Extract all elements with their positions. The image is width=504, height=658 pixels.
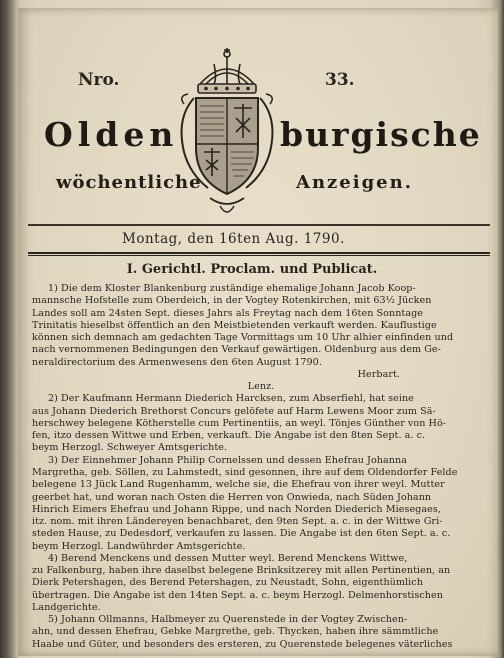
- body-line: aus Johann Diederich Brethorst Concurs gelöfete auf Harm Lewens Moor zum Sä-: [32, 405, 436, 417]
- body-line: können sich demnach am gedachten Tage Vormittags um 10 Uhr alhier einfinden und: [32, 332, 454, 344]
- body-line: 2) Der Kaufmann Hermann Diederich Harcksen, zum Abserfiehl, hat seine: [48, 393, 414, 405]
- body-line: fen, itzo dessen Wittwe und Erben, verkauft. Die Angabe ist den 8ten Sept. a. c.: [32, 430, 426, 442]
- body-line: Herbart.: [357, 368, 400, 380]
- date-rule-thick: [28, 252, 490, 254]
- masthead-subtitle-right: Anzeigen.: [296, 172, 413, 193]
- body-line: Hinrich Eimers Ehefrau und Johann Rippe, und nach Norden Diederich Miesegaes,: [32, 503, 441, 515]
- body-line: itz. nom. mit ihren Ländereyen benachbaret, den 9ten Sept. a. c. in der Wittwe Gri-: [32, 516, 443, 528]
- body-line: Haabe und Güter, und besonders des ersteren, zu Querenstede belegenes väterliches: [32, 638, 453, 650]
- section-title: I. Gerichtl. Proclam. und Publicat.: [126, 262, 378, 277]
- body-line: Dierk Petershagen, des Berend Petershagen, zu Neustadt, Sohn, eigenthümlich: [32, 577, 423, 589]
- masthead-rule: [28, 224, 490, 226]
- body-line: beym Herzogl. Schweyer Amtsgerichte.: [32, 442, 228, 454]
- body-line: nach vernommenen Bedingungen den Verkauf gewärtigen. Oldenburg aus dem Ge-: [32, 344, 441, 356]
- body-line: Margretha, geb. Söllen, zu Lahmstedt, sind gesonnen, ihre auf dem Oldendorfer Felde: [32, 466, 458, 478]
- body-line: geerbet hat, und woran nach Osten die Herren von Onwieda, nach Süden Johann: [32, 491, 432, 503]
- body-line: zu Falkenburg, haben ihre daselbst belegene Brinksitzerey mit allen Pertinentien, an: [32, 565, 451, 577]
- body-line: Landgerichte.: [32, 601, 101, 613]
- issue-date: Montag, den 16ten Aug. 1790.: [122, 231, 345, 247]
- body-line: Trinitatis hieselbst öffentlich an den Meistbietenden verkauft werden. Kauflustige: [32, 319, 437, 331]
- body-line: steden Hause, zu Dedesdorf, verkaufen zu lassen. Die Angabe ist den 6ten Sept. a. c.: [32, 528, 451, 540]
- body-line: 3) Der Einnehmer Johann Philip Cornelssen und dessen Ehefrau Johanna: [48, 454, 407, 466]
- masthead-title-left: Olden: [44, 115, 179, 154]
- body-line: 1) Die dem Kloster Blankenburg zuständige ehemalige Johann Jacob Koop-: [48, 283, 416, 294]
- body-line: mannsche Hofstelle zum Oberdeich, in der Vogtey Rotenkirchen, mit 63½ Jücken: [32, 295, 432, 307]
- crest-icon: [170, 48, 284, 220]
- body-line: beym Herzogl. Landwührder Amtsgerichte.: [32, 540, 246, 552]
- body-line: herschwey belegene Kötherstelle cum Pertinentiis, an weyl. Tönjes Günther von Hö-: [32, 417, 447, 429]
- issue-number: 33.: [325, 70, 355, 90]
- masthead-title-right: burgische: [280, 115, 482, 154]
- body-line: Lenz.: [247, 381, 275, 393]
- body-line: 5) Johann Ollmanns, Halbmeyer zu Querenstede in der Vogtey Zwischen-: [48, 614, 408, 626]
- body-line: 4) Berend Menckens und dessen Mutter weyl. Berend Menckens Wittwe,: [48, 552, 408, 564]
- body-line: belegene 13 Jück Land Rugenhamm, welche sie, die Ehefrau von ihrer weyl. Mutter: [32, 479, 445, 491]
- masthead-subtitle-left: wöchentliche: [56, 172, 202, 193]
- article-body: [32, 283, 490, 651]
- body-line: neraldirectorium des Armenwesens den 6ten August 1790.: [32, 356, 322, 368]
- body-line: Landes soll am 24sten Sept. dieses Jahrs als Freytag nach dem 16ten Sonntage: [32, 307, 424, 319]
- body-line: übertragen. Die Angabe ist den 14ten Sept. a. c. beym Herzogl. Delmenhorstischen: [32, 589, 443, 601]
- date-rule-thin: [28, 255, 490, 256]
- issue-label: Nro.: [78, 70, 120, 90]
- body-line: ahn, und dessen Ehefrau, Gebke Margrethe, geb. Thycken, haben ihre sämmtliche: [32, 626, 439, 638]
